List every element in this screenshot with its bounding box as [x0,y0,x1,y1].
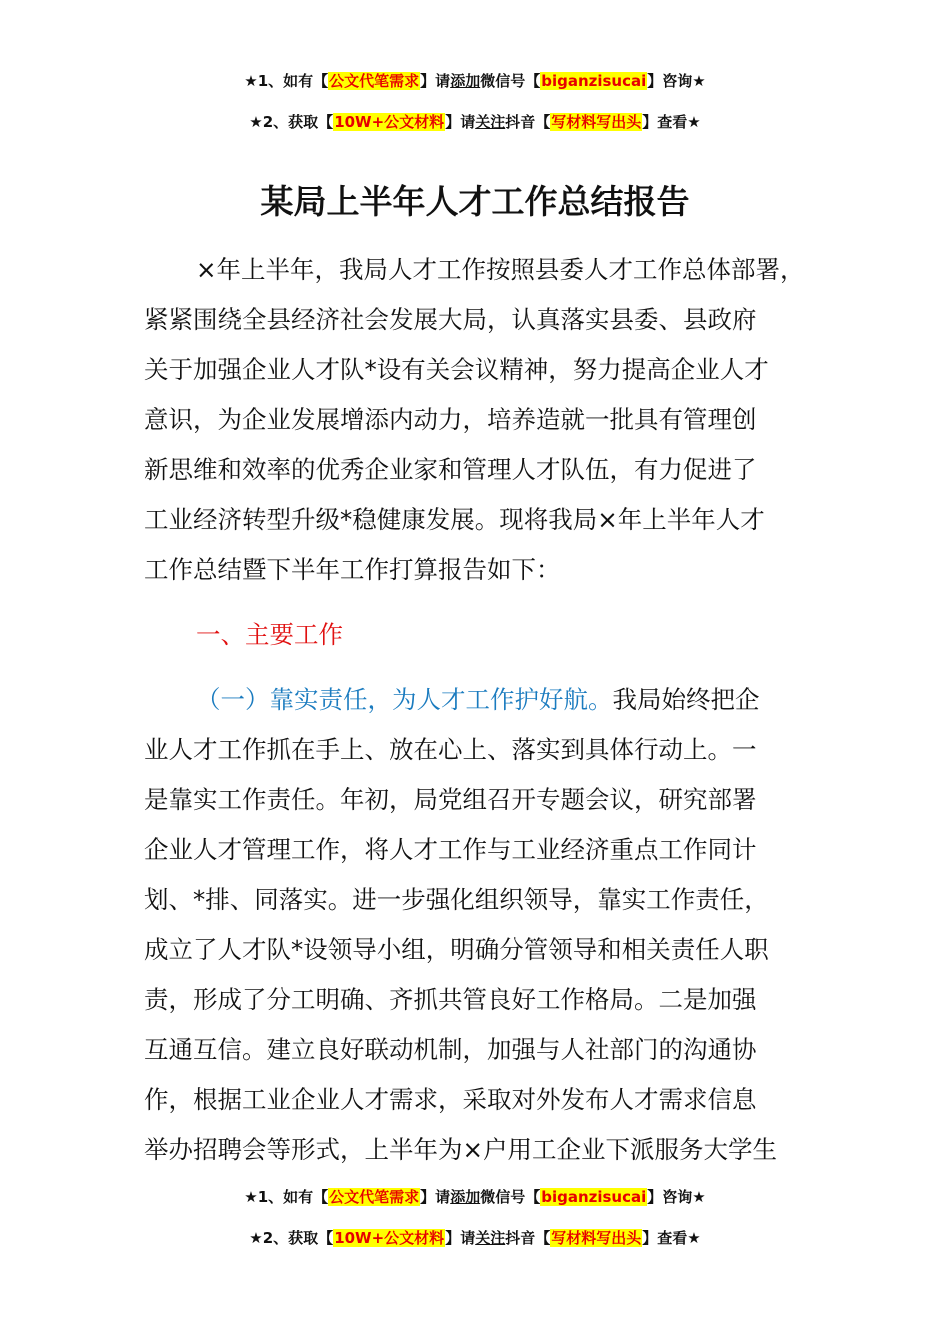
banner-text: 微信号【 [480,1188,541,1206]
banner-highlight: biganzisucai [541,72,647,90]
banner-text: 抖音【 [505,1229,551,1247]
banner-text: 】请 [445,113,476,131]
banner-highlight: 10W+公文材料 [334,113,445,131]
banner-text: ★1、如有【 [244,72,329,90]
banner-text: 】请 [420,1188,451,1206]
banner-text: 】请 [420,72,451,90]
banner-highlight: 公文代笔需求 [329,72,420,90]
body-line: 划、*排、同落实。进一步强化组织领导，靠实工作责任， [144,885,769,914]
banner-text: 微信号【 [480,72,541,90]
top-banner-line-1 [0,70,950,92]
section-heading: 一、主要工作 [196,620,343,649]
body-line: 责，形成了分工明确、齐抓共管良好工作格局。二是加强 [144,985,757,1014]
intro-line: ×年上半年，我局人才工作按照县委人才工作总体部署， [196,255,805,284]
top-banner-line-2 [0,111,950,133]
banner-text: ★2、获取【 [249,113,334,131]
banner-text: ★1、如有【 [244,1188,329,1206]
banner-underlined-text: 添加 [450,1188,481,1206]
banner-text: ★2、获取【 [249,1229,334,1247]
banner-text: 】查看★ [642,113,701,131]
banner-text: 抖音【 [505,113,551,131]
banner-text: 】查看★ [642,1229,701,1247]
subsection-first-line [196,683,760,717]
bottom-banner-line-2 [0,1227,950,1249]
banner-highlight: 写材料写出头 [551,113,642,131]
banner-text: 】请 [445,1229,476,1247]
body-text: 我局始终把企 [612,685,760,714]
body-line: 成立了人才队*设领导小组，明确分管领导和相关责任人职 [144,935,769,964]
banner-underlined-text: 关注 [475,1229,506,1247]
body-line: 举办招聘会等形式，上半年为×户用工企业下派服务大学生 [144,1135,778,1164]
body-line: 是靠实工作责任。年初，局党组召开专题会议，研究部署 [144,785,757,814]
banner-text: 】咨询★ [647,1188,706,1206]
body-line: 业人才工作抓在手上、放在心上、落实到具体行动上。一 [144,735,757,764]
banner-highlight: 写材料写出头 [551,1229,642,1247]
banner-underlined-text: 关注 [475,113,506,131]
intro-line: 关于加强企业人才队*设有关会议精神，努力提高企业人才 [144,355,769,384]
intro-line: 意识，为企业发展增添内动力，培养造就一批具有管理创 [144,405,757,434]
intro-line: 新思维和效率的优秀企业家和管理人才队伍，有力促进了 [144,455,757,484]
banner-highlight: 10W+公文材料 [334,1229,445,1247]
banner-highlight: biganzisucai [541,1188,647,1206]
intro-line: 紧紧围绕全县经济社会发展大局，认真落实县委、县政府 [144,305,757,334]
document-title: 某局上半年人才工作总结报告 [260,182,690,221]
banner-highlight: 公文代笔需求 [329,1188,420,1206]
body-line: 企业人才管理工作，将人才工作与工业经济重点工作同计 [144,835,757,864]
intro-line: 工业经济转型升级*稳健康发展。现将我局×年上半年人才 [144,505,765,534]
body-line: 作，根据工业企业人才需求，采取对外发布人才需求信息 [144,1085,757,1114]
body-line: 互通互信。建立良好联动机制，加强与人社部门的沟通协 [144,1035,757,1064]
banner-underlined-text: 添加 [450,72,481,90]
bottom-banner-line-1 [0,1186,950,1208]
subsection-heading: （一）靠实责任，为人才工作护好航。 [196,685,613,714]
intro-line: 工作总结暨下半年工作打算报告如下： [144,555,561,584]
banner-text: 】咨询★ [647,72,706,90]
